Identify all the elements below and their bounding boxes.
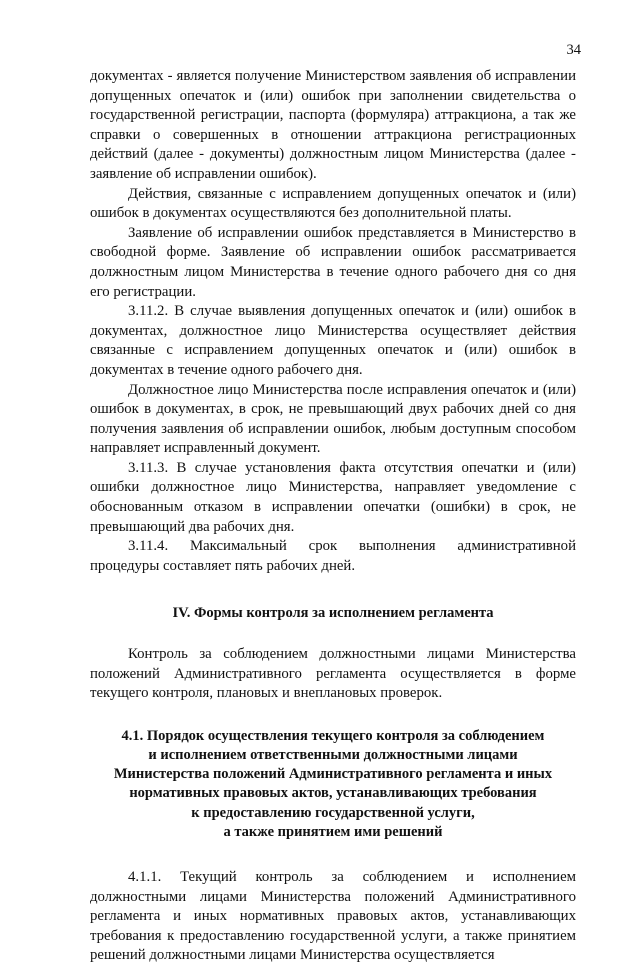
paragraph-application-form: Заявление об исправлении ошибок представляется в Министерство в свободной форме. Заявление об исправлении ошибок рассматривается должностным лицом Министерства в течение одного рабочего дня со дня его регистрации. — [90, 224, 576, 300]
paragraph-continuation: документах - является получение Министерством заявления об исправлении допущенных опечаток и (или) ошибок при заполнении свидетельства о государственной регистрации, паспорта (формуляра) аттракциона, а так же справки о совершенных в отношении аттракциона регистрационных действий (далее - документы) должностным лицом Министерства (далее - заявление об исправлении ошибок). — [90, 68, 576, 182]
section-4-1-heading-line: к предоставлению государственной услуги, — [191, 804, 475, 821]
paragraph-control-forms: Контроль за соблюдением должностными лицами Министерства положений Административного регламента осуществляется в форме текущего контроля, плановых и внеплановых проверок. — [90, 646, 576, 702]
paragraph-4-1-1: 4.1.1. Текущий контроль за соблюдением и исполнением должностными лицами Министерства положений Административного регламента и иных нормативных правовых актов, устанавливающих требования к предоставлению государственной услуги, а также принятием решений должностными лицами Министерства осуществляется — [90, 869, 576, 964]
section-4-1-heading-line: и исполнением ответственными должностными лицами — [148, 747, 518, 764]
section-4-1-heading-line: а также принятием ими решений — [223, 823, 443, 840]
section-iv-heading: IV. Формы контроля за исполнением регламента — [172, 605, 494, 622]
section-4-1-heading — [90, 727, 576, 842]
page-number: 34 — [566, 42, 581, 58]
paragraph-3-11-2: 3.11.2. В случае выявления допущенных опечаток и (или) ошибок в документах, должностное лицо Министерства осуществляет действия связанные с исправлением допущенных опечаток и (или) ошибок в документах в течение одного рабочего дня. — [90, 303, 576, 378]
section-4-1-heading-line: Министерства положений Административного регламента и иных — [113, 766, 553, 783]
paragraph-actions-no-fee: Действия, связанные с исправлением допущенных опечаток и (или) ошибок в документах осуществляются без дополнительной платы. — [90, 185, 576, 222]
section-4-1-heading-line: 4.1. Порядок осуществления текущего контроля за соблюдением — [121, 727, 545, 744]
paragraph-official-corrects: Должностное лицо Министерства после исправления опечаток и (или) ошибок в документах, в срок, не превышающий двух рабочих дней со дня получения заявления об исправлении ошибок, любым доступным способом направляет исправленный документ. — [90, 381, 576, 457]
document-body — [90, 67, 576, 966]
paragraph-3-11-4: 3.11.4. Максимальный срок выполнения административной процедуры составляет пять рабочих дней. — [90, 538, 576, 574]
section-4-1-heading-line: нормативных правовых актов, устанавливающих требования — [129, 785, 537, 802]
paragraph-3-11-3: 3.11.3. В случае установления факта отсутствия опечатки и (или) ошибки должностное лицо Министерства, направляет уведомление с обоснованным отказом в исправлении опечатки (ошибки) в срок, не превышающий два рабочих дня. — [90, 459, 576, 535]
